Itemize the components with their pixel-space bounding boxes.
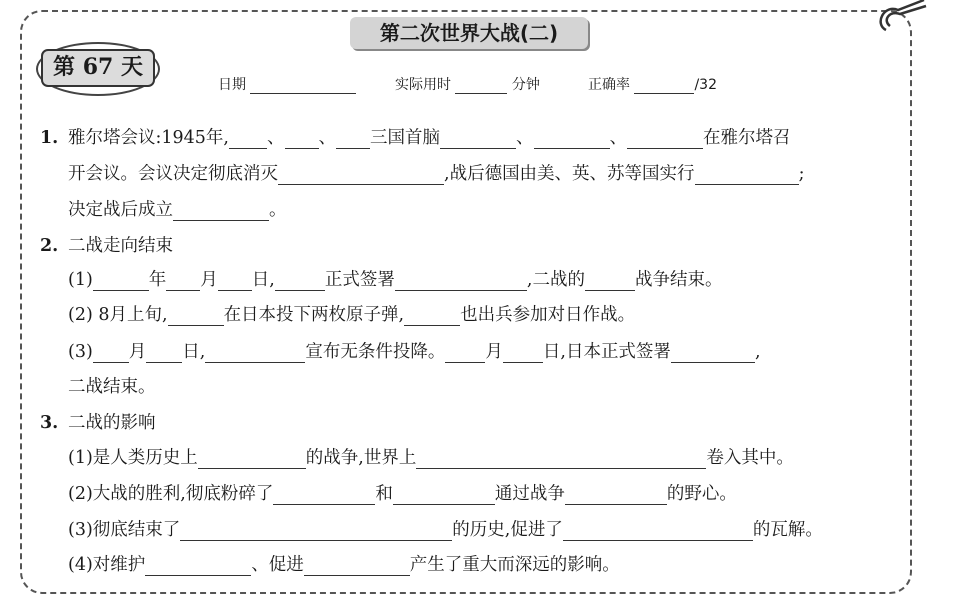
q3-text: 、促进 xyxy=(251,555,304,575)
answer-blank[interactable] xyxy=(218,273,252,291)
answer-blank[interactable] xyxy=(404,308,460,326)
q2-sub-3 xyxy=(40,338,761,363)
answer-blank[interactable] xyxy=(278,167,444,185)
time-field xyxy=(395,74,540,94)
q2-heading-text: 二战走向结束 xyxy=(68,236,173,256)
time-label: 实际用时 xyxy=(395,77,451,93)
q2-text: 正式签署 xyxy=(324,270,395,290)
answer-blank[interactable] xyxy=(534,131,610,149)
q2-text: 日,日本正式签署 xyxy=(542,342,671,362)
q1-line-1 xyxy=(40,124,791,149)
q3-number: 3. xyxy=(40,413,59,433)
q3-text: 产生了重大而深远的影响。 xyxy=(409,555,620,575)
answer-blank[interactable] xyxy=(416,451,706,469)
paperclip-icon xyxy=(868,0,928,40)
answer-blank[interactable] xyxy=(393,487,495,505)
q1-text: 三国首脑 xyxy=(370,128,440,148)
q3-text: 的野心。 xyxy=(666,484,737,504)
q3-text: 卷入其中。 xyxy=(706,448,794,468)
answer-blank[interactable] xyxy=(146,345,182,363)
answer-blank[interactable] xyxy=(198,451,306,469)
accuracy-label: 正确率 xyxy=(588,77,630,93)
q3-sub-1 xyxy=(40,444,794,469)
q1-text: ; xyxy=(798,164,805,184)
q3-sub-4 xyxy=(40,551,620,576)
q1-text: 雅尔塔会议:1945年, xyxy=(68,128,229,148)
date-field xyxy=(218,74,356,94)
q3-text: 的瓦解。 xyxy=(752,520,823,540)
q3-text: 的历史,促进了 xyxy=(452,520,563,540)
accuracy-blank[interactable] xyxy=(634,79,694,94)
q2-text: ,二战的 xyxy=(526,270,585,290)
answer-blank[interactable] xyxy=(440,131,516,149)
answer-blank[interactable] xyxy=(285,131,319,149)
q1-text: 、 xyxy=(609,128,627,148)
answer-blank[interactable] xyxy=(627,131,703,149)
q1-text: 、 xyxy=(318,128,336,148)
q1-text: ,战后德国由美、英、苏等国实行 xyxy=(444,164,695,184)
q2-text: 宣布无条件投降。 xyxy=(305,342,446,362)
q3-text: 和 xyxy=(375,484,393,504)
answer-blank[interactable] xyxy=(445,345,485,363)
answer-blank[interactable] xyxy=(273,487,375,505)
q2-sub-1 xyxy=(40,266,722,291)
q2-text: 战争结束。 xyxy=(634,270,723,290)
answer-blank[interactable] xyxy=(93,345,129,363)
q2-text: 年 xyxy=(148,270,167,290)
date-blank[interactable] xyxy=(250,79,356,94)
q2-sub-2 xyxy=(40,301,635,326)
q2-text: 也出兵参加对日作战。 xyxy=(460,305,636,325)
answer-blank[interactable] xyxy=(671,345,755,363)
q1-text: 开会议。会议决定彻底消灭 xyxy=(68,164,278,184)
accuracy-field xyxy=(588,74,717,94)
answer-blank[interactable] xyxy=(229,131,267,149)
answer-blank[interactable] xyxy=(304,558,410,576)
q3-text: 通过战争 xyxy=(494,484,565,504)
q2-text: 在日本投下两枚原子弹, xyxy=(223,305,405,325)
q2-heading xyxy=(40,232,173,257)
q1-text: 、 xyxy=(267,128,285,148)
q3-text: (4)对维护 xyxy=(68,555,146,575)
answer-blank[interactable] xyxy=(585,273,635,291)
q2-text: 月 xyxy=(485,342,503,362)
answer-blank[interactable] xyxy=(180,523,452,541)
q2-text: (2) 8月上旬, xyxy=(68,305,168,325)
answer-blank[interactable] xyxy=(503,345,543,363)
q3-heading-text: 二战的影响 xyxy=(68,413,156,433)
answer-blank[interactable] xyxy=(166,273,200,291)
q1-line-2 xyxy=(40,160,804,185)
page-title: 第二次世界大战(二) xyxy=(350,17,588,49)
answer-blank[interactable] xyxy=(695,167,799,185)
q2-text: 月 xyxy=(128,342,147,362)
answer-blank[interactable] xyxy=(395,273,527,291)
answer-blank[interactable] xyxy=(93,273,149,291)
q2-sub-3-end xyxy=(40,373,156,398)
minute-label: 分钟 xyxy=(511,77,540,93)
q2-text: (3) xyxy=(68,342,93,362)
q1-text: 在雅尔塔召 xyxy=(703,128,791,148)
q1-text: 。 xyxy=(269,200,287,220)
answer-blank[interactable] xyxy=(563,523,753,541)
answer-blank[interactable] xyxy=(173,203,269,221)
q2-text: 二战结束。 xyxy=(68,377,156,397)
q3-text: (3)彻底结束了 xyxy=(68,520,181,540)
q3-sub-3 xyxy=(40,516,823,541)
q2-text: 日, xyxy=(182,342,206,362)
q2-text: (1) xyxy=(68,270,93,290)
q3-sub-2 xyxy=(40,480,737,505)
q2-text: , xyxy=(754,342,761,362)
date-label: 日期 xyxy=(218,77,246,93)
q1-text: 、 xyxy=(516,128,534,148)
day-badge: 第 67 天 xyxy=(41,49,155,87)
q1-text: 决定战后成立 xyxy=(68,200,173,220)
q1-line-3 xyxy=(40,196,287,221)
answer-blank[interactable] xyxy=(145,558,251,576)
accuracy-total: /32 xyxy=(694,77,717,93)
answer-blank[interactable] xyxy=(336,131,370,149)
q3-heading xyxy=(40,409,156,434)
answer-blank[interactable] xyxy=(205,345,305,363)
answer-blank[interactable] xyxy=(275,273,325,291)
answer-blank[interactable] xyxy=(168,308,224,326)
q3-text: (1)是人类历史上 xyxy=(68,448,198,468)
q3-text: 的战争,世界上 xyxy=(305,448,417,468)
answer-blank[interactable] xyxy=(565,487,667,505)
time-blank[interactable] xyxy=(455,79,507,94)
q1-number: 1. xyxy=(40,128,59,148)
q2-text: 月 xyxy=(200,270,218,290)
q3-text: (2)大战的胜利,彻底粉碎了 xyxy=(68,484,274,504)
q2-text: 日, xyxy=(251,270,275,290)
q2-number: 2. xyxy=(40,236,59,256)
